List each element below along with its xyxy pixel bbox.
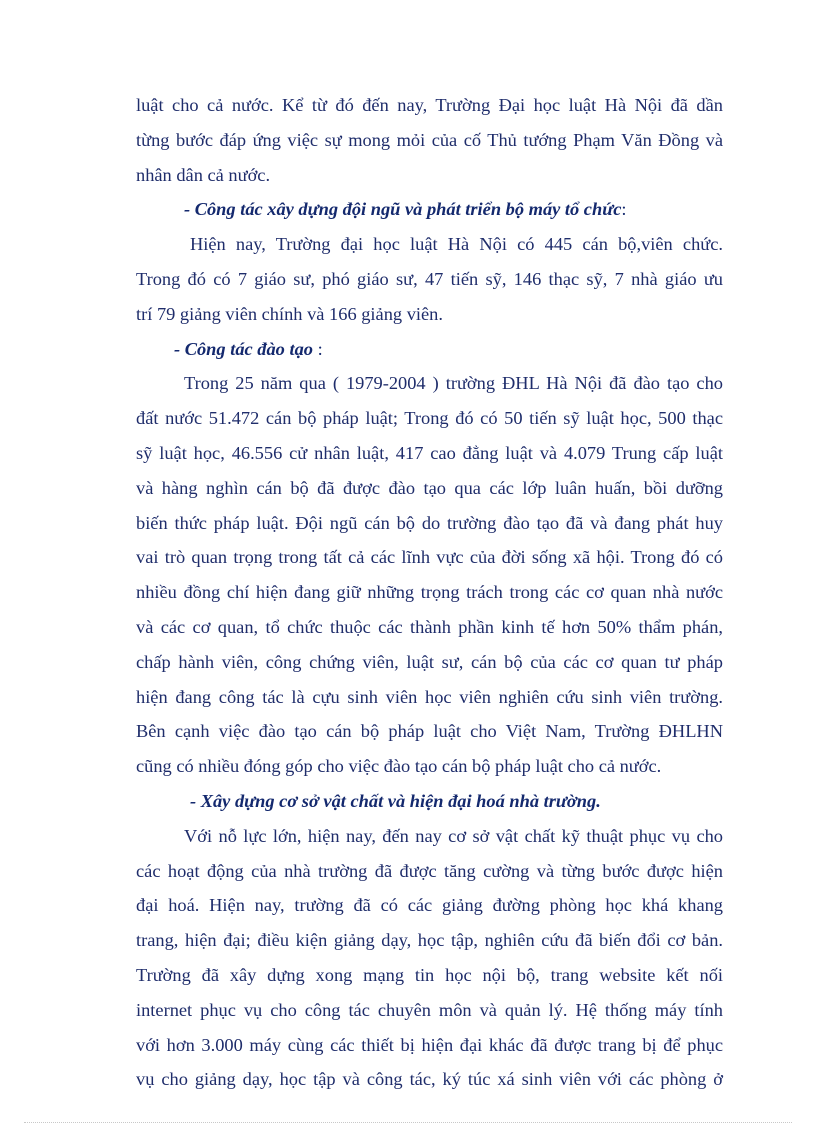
document-body bbox=[136, 88, 723, 1097]
text-line: với hơn 3.000 máy cùng các thiết bị hiện đại khác đã được trang bị để phục bbox=[136, 1034, 723, 1055]
section-heading-facilities bbox=[136, 784, 723, 819]
section-heading-staff bbox=[136, 192, 723, 227]
text-line: Trường đã xây dựng xong mạng tin học nội bộ, trang website kết nối bbox=[136, 964, 723, 985]
heading-text: - Công tác đào tạo bbox=[174, 338, 313, 359]
text-line: Trong đó có 7 giáo sư, phó giáo sư, 47 tiến sỹ, 146 thạc sỹ, 7 nhà giáo ưu bbox=[136, 268, 723, 289]
text-line: chấp hành viên, công chứng viên, luật sư, cán bộ của các cơ quan tư pháp bbox=[136, 651, 723, 672]
text-line: nhân dân cả nước. bbox=[136, 164, 271, 185]
heading-suffix: : bbox=[312, 338, 323, 359]
text-line: đất nước 51.472 cán bộ pháp luật; Trong đó có 50 tiến sỹ luật học, 500 thạc bbox=[136, 408, 723, 429]
text-line: và các cơ quan, tổ chức thuộc các thành phần kinh tế hơn 50% thẩm phán, bbox=[136, 616, 723, 637]
text-line: biến thức pháp luật. Đội ngũ cán bộ do trường đào tạo đã và đang phát huy bbox=[136, 512, 723, 533]
text-line: internet phục vụ cho công tác chuyên môn và quản lý. Hệ thống máy tính bbox=[136, 999, 723, 1020]
section-heading-training bbox=[136, 332, 723, 367]
text-line: từng bước đáp ứng việc sự mong mỏi của cố Thủ tướng Phạm Văn Đồng và bbox=[136, 129, 723, 150]
text-line: đại hoá. Hiện nay, trường đã có các giảng đường phòng học khá khang bbox=[136, 895, 723, 916]
heading-suffix: : bbox=[621, 199, 627, 220]
text-line: Hiện nay, Trường đại học luật Hà Nội có 445 cán bộ,viên chức. bbox=[190, 234, 723, 255]
text-line: và hàng nghìn cán bộ đã được đào tạo qua các lớp luân huấn, bồi dưỡng bbox=[136, 477, 723, 498]
text-line: Trong 25 năm qua ( 1979-2004 ) trường ĐHL Hà Nội đã đào tạo cho bbox=[184, 373, 723, 394]
text-line: vụ cho giảng dạy, học tập và công tác, ký túc xá sinh viên với các phòng ở bbox=[136, 1069, 723, 1090]
text-line: sỹ luật học, 46.556 cử nhân luật, 417 cao đẳng luật và 4.079 Trung cấp luật bbox=[136, 442, 723, 463]
text-line: Bên cạnh việc đào tạo cán bộ pháp luật cho Việt Nam, Trường ĐHLHN bbox=[136, 721, 723, 742]
text-line: vai trò quan trọng trong tất cả các lĩnh vực của đời sống xã hội. Trong đó có bbox=[136, 547, 723, 568]
heading-text: - Công tác xây dựng đội ngũ và phát triển bộ máy tổ chức bbox=[184, 199, 622, 220]
text-line: cũng có nhiều đóng góp cho việc đào tạo cán bộ pháp luật cho cả nước. bbox=[136, 756, 662, 777]
text-line: các hoạt động của nhà trường đã được tăng cường và từng bước được hiện bbox=[136, 860, 723, 881]
text-line: trang, hiện đại; điều kiện giảng dạy, học tập, nghiên cứu đã biến đổi cơ bản. bbox=[136, 930, 723, 951]
text-line: luật cho cả nước. Kể từ đó đến nay, Trường Đại học luật Hà Nội đã dần bbox=[136, 95, 723, 115]
text-line: Với nỗ lực lớn, hiện nay, đến nay cơ sở vật chất kỹ thuật phục vụ cho bbox=[184, 825, 723, 846]
text-line: trí 79 giảng viên chính và 166 giảng viên. bbox=[136, 303, 443, 324]
text-line: hiện đang công tác là cựu sinh viên học viên nghiên cứu sinh viên trường. bbox=[136, 686, 723, 707]
heading-text: - Xây dựng cơ sở vật chất và hiện đại hoá nhà trường. bbox=[190, 790, 601, 811]
text-line: nhiều đồng chí hiện đang giữ những trọng trách trong các cơ quan nhà nước bbox=[136, 582, 723, 603]
